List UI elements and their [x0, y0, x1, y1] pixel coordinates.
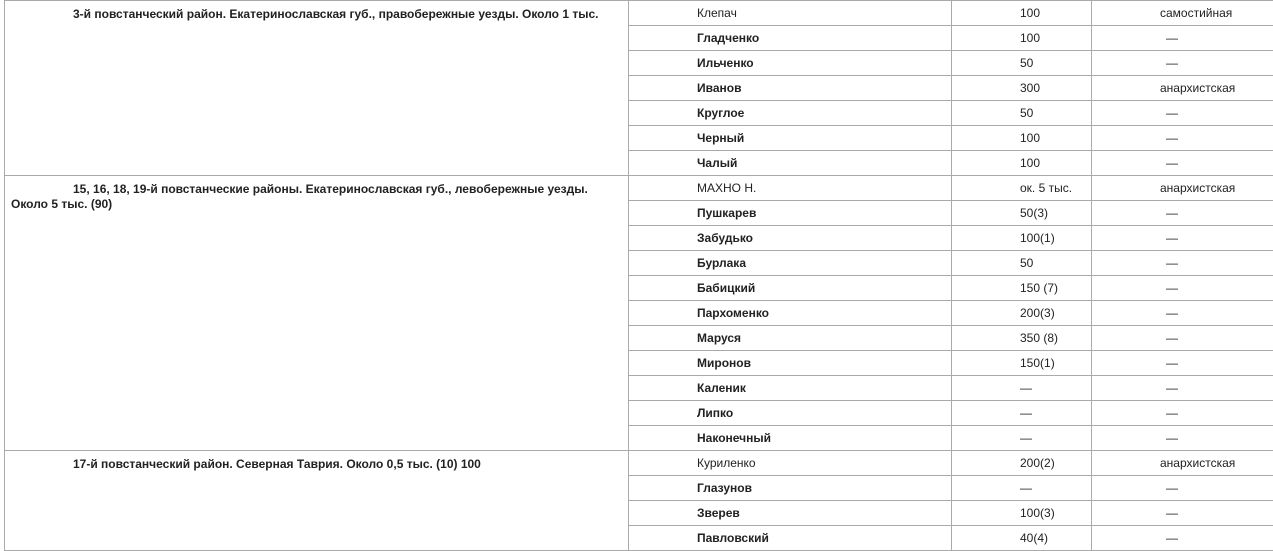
commander-name-cell — [629, 201, 952, 226]
commander-name-cell — [629, 476, 952, 501]
commander-name: Куриленко — [697, 456, 756, 470]
detachment-size-cell — [952, 176, 1092, 201]
detachment-size: 150(1) — [1020, 356, 1055, 370]
affiliation-cell — [1092, 401, 1273, 426]
detachment-size: 200(2) — [1020, 456, 1055, 470]
detachment-size: ок. 5 тыс. — [1020, 181, 1072, 195]
table-body — [5, 1, 1273, 551]
detachment-size: 40(4) — [1020, 531, 1048, 545]
detachment-size: 50(3) — [1020, 206, 1048, 220]
detachment-size: 50 — [1020, 56, 1033, 70]
affiliation: анархистская — [1160, 81, 1235, 95]
affiliation-cell — [1092, 126, 1273, 151]
detachment-size: 50 — [1020, 256, 1033, 270]
detachment-size-cell — [952, 501, 1092, 526]
commander-name-cell — [629, 151, 952, 176]
affiliation-cell — [1092, 476, 1273, 501]
commander-name: Глазунов — [697, 481, 752, 495]
commander-name-cell — [629, 376, 952, 401]
affiliation: — — [1166, 331, 1178, 345]
affiliation: — — [1166, 256, 1178, 270]
affiliation: — — [1166, 481, 1178, 495]
detachment-size-cell — [952, 301, 1092, 326]
affiliation-cell — [1092, 251, 1273, 276]
affiliation: — — [1166, 56, 1178, 70]
detachment-size: 100 — [1020, 156, 1040, 170]
affiliation-cell — [1092, 301, 1273, 326]
commander-name-cell — [629, 526, 952, 551]
affiliation: — — [1166, 306, 1178, 320]
affiliation: — — [1166, 281, 1178, 295]
affiliation-cell — [1092, 101, 1273, 126]
affiliation-cell — [1092, 51, 1273, 76]
affiliation: — — [1166, 406, 1178, 420]
affiliation: анархистская — [1160, 181, 1235, 195]
commander-name-cell — [629, 176, 952, 201]
detachment-size: 100 — [1020, 31, 1040, 45]
commander-name-cell — [629, 301, 952, 326]
affiliation-cell — [1092, 426, 1273, 451]
commander-name-cell — [629, 351, 952, 376]
commander-name-cell — [629, 501, 952, 526]
detachment-size: — — [1020, 406, 1032, 420]
detachment-size: 200(3) — [1020, 306, 1055, 320]
detachment-size: 100 — [1020, 6, 1040, 20]
commander-name: Пархоменко — [697, 306, 769, 320]
commander-name: Зверев — [697, 506, 740, 520]
detachment-size-cell — [952, 51, 1092, 76]
commander-name-cell — [629, 1, 952, 26]
affiliation: — — [1166, 431, 1178, 445]
commander-name: Гладченко — [697, 31, 759, 45]
affiliation-cell — [1092, 526, 1273, 551]
affiliation: самостийная — [1160, 6, 1232, 20]
commander-name: Забудько — [697, 231, 753, 245]
region-cell — [5, 176, 629, 451]
commander-name: Чалый — [697, 156, 737, 170]
detachment-size-cell — [952, 201, 1092, 226]
affiliation-cell — [1092, 176, 1273, 201]
region-label: 3-й повстанческий район. Екатеринославская губ., правобережные уезды. Около 1 тыс. — [73, 7, 599, 21]
detachment-size-cell — [952, 351, 1092, 376]
detachment-size: — — [1020, 381, 1032, 395]
commander-name: Бабицкий — [697, 281, 755, 295]
affiliation: — — [1166, 506, 1178, 520]
commander-name: Пушкарев — [697, 206, 756, 220]
detachment-size-cell — [952, 426, 1092, 451]
commander-name-cell — [629, 76, 952, 101]
commander-name-cell — [629, 326, 952, 351]
detachments-table — [4, 0, 1273, 551]
detachment-size: 150 (7) — [1020, 281, 1058, 295]
region-cell — [5, 451, 629, 551]
detachment-size-cell — [952, 1, 1092, 26]
affiliation: — — [1166, 106, 1178, 120]
table-row — [5, 451, 1273, 476]
detachment-size: — — [1020, 431, 1032, 445]
affiliation-cell — [1092, 351, 1273, 376]
detachment-size: 100(3) — [1020, 506, 1055, 520]
affiliation-cell — [1092, 376, 1273, 401]
detachment-size: 100 — [1020, 131, 1040, 145]
commander-name: Ильченко — [697, 56, 754, 70]
commander-name: Бурлака — [697, 256, 746, 270]
commander-name-cell — [629, 126, 952, 151]
commander-name-cell — [629, 251, 952, 276]
commander-name: Павловский — [697, 531, 769, 545]
affiliation-cell — [1092, 276, 1273, 301]
detachment-size: 350 (8) — [1020, 331, 1058, 345]
affiliation: — — [1166, 31, 1178, 45]
affiliation: анархистская — [1160, 456, 1235, 470]
affiliation-cell — [1092, 226, 1273, 251]
detachment-size: 100(1) — [1020, 231, 1055, 245]
commander-name: Каленик — [697, 381, 746, 395]
commander-name: Миронов — [697, 356, 751, 370]
commander-name: МАХНО Н. — [697, 181, 756, 195]
detachment-size-cell — [952, 451, 1092, 476]
commander-name: Круглое — [697, 106, 744, 120]
commander-name-cell — [629, 401, 952, 426]
affiliation: — — [1166, 231, 1178, 245]
affiliation-cell — [1092, 201, 1273, 226]
detachment-size-cell — [952, 401, 1092, 426]
detachment-size: — — [1020, 481, 1032, 495]
commander-name: Черный — [697, 131, 744, 145]
detachment-size-cell — [952, 376, 1092, 401]
detachment-size-cell — [952, 226, 1092, 251]
detachment-size-cell — [952, 251, 1092, 276]
affiliation: — — [1166, 356, 1178, 370]
commander-name-cell — [629, 51, 952, 76]
commander-name-cell — [629, 426, 952, 451]
table-row — [5, 1, 1273, 26]
affiliation: — — [1166, 131, 1178, 145]
region-cell — [5, 1, 629, 176]
detachment-size-cell — [952, 126, 1092, 151]
commander-name: Наконечный — [697, 431, 771, 445]
commander-name: Липко — [697, 406, 733, 420]
commander-name-cell — [629, 226, 952, 251]
affiliation-cell — [1092, 26, 1273, 51]
detachment-size-cell — [952, 326, 1092, 351]
detachment-size-cell — [952, 476, 1092, 501]
commander-name: Иванов — [697, 81, 741, 95]
detachment-size-cell — [952, 76, 1092, 101]
affiliation-cell — [1092, 151, 1273, 176]
commander-name-cell — [629, 26, 952, 51]
commander-name-cell — [629, 276, 952, 301]
detachment-size-cell — [952, 276, 1092, 301]
affiliation-cell — [1092, 451, 1273, 476]
affiliation-cell — [1092, 326, 1273, 351]
affiliation: — — [1166, 531, 1178, 545]
region-label: 17-й повстанческий район. Северная Таврия. Около 0,5 тыс. (10) 100 — [73, 457, 481, 471]
table-row — [5, 176, 1273, 201]
commander-name: Маруся — [697, 331, 741, 345]
detachment-size-cell — [952, 26, 1092, 51]
detachment-size: 300 — [1020, 81, 1040, 95]
affiliation-cell — [1092, 76, 1273, 101]
commander-name: Клепач — [697, 6, 737, 20]
detachment-size-cell — [952, 101, 1092, 126]
commander-name-cell — [629, 101, 952, 126]
affiliation-cell — [1092, 1, 1273, 26]
detachment-size: 50 — [1020, 106, 1033, 120]
affiliation: — — [1166, 156, 1178, 170]
detachment-size-cell — [952, 526, 1092, 551]
detachment-size-cell — [952, 151, 1092, 176]
affiliation: — — [1166, 381, 1178, 395]
commander-name-cell — [629, 451, 952, 476]
affiliation-cell — [1092, 501, 1273, 526]
affiliation: — — [1166, 206, 1178, 220]
region-label: 15, 16, 18, 19-й повстанческие районы. Екатеринославская губ., левобережные уезды. Около 5 тыс. (90) — [11, 182, 588, 211]
